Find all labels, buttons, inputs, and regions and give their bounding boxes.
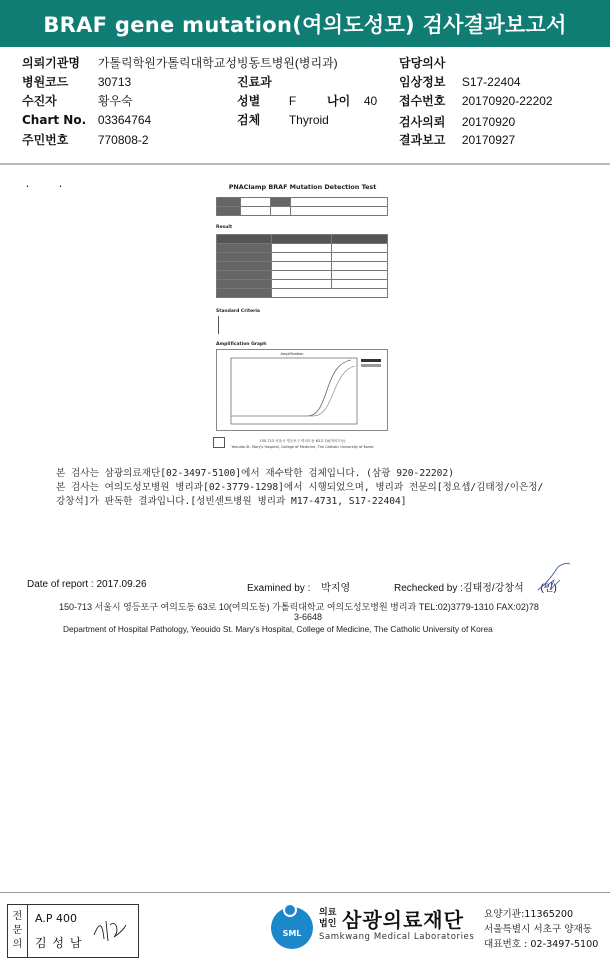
sex-row — [237, 92, 296, 110]
table-cell — [241, 207, 271, 216]
report-row — [399, 131, 515, 149]
request-value: 20170920 — [461, 115, 516, 129]
curve-2 — [231, 366, 355, 416]
rechecked-value: 김태정/강창석 — [462, 583, 524, 594]
id-label: 주민번호 — [22, 133, 69, 147]
embedded-lab-report — [211, 183, 394, 455]
org-phone: 대표번호 : 02-3497-5100 — [484, 939, 599, 950]
standard-heading: Standard Criteria — [216, 309, 260, 314]
legend-swatch — [361, 364, 381, 367]
handwritten-signature — [534, 560, 574, 594]
org-prefix-1: 의료 — [319, 908, 337, 918]
dept-label: 진료과 — [237, 75, 272, 89]
specialist-label — [8, 905, 28, 957]
request-row — [399, 113, 515, 131]
logo-text: SML — [282, 929, 302, 938]
name-value: 황우숙 — [97, 94, 133, 108]
table-cell — [272, 280, 332, 289]
table-cell — [271, 207, 291, 216]
date-value: 2017.09.26 — [96, 579, 147, 590]
age-label: 나이 — [327, 94, 351, 108]
institution-value: 가톨릭학원가톨릭대학교성빙동트병원(병리과) — [97, 56, 338, 70]
examined-value: 박지영 — [321, 583, 351, 594]
address-line-2: 3-6648 — [294, 612, 323, 622]
clinical-value: S17-22404 — [461, 75, 521, 89]
note-line-1: 본 검사는 삼광의료재단[02-3497-5100]에서 재수탁한 검체입니다. (삼광 920-22202) — [56, 468, 454, 479]
amplification-plot — [217, 350, 389, 432]
table-cell — [332, 262, 388, 271]
org-code: 요양기관:11365200 — [484, 909, 574, 920]
specimen-value: Thyroid — [288, 113, 329, 127]
table-cell — [217, 253, 272, 262]
rechecked-by — [394, 579, 557, 594]
table-cell — [291, 198, 388, 207]
seal-mark: (인) — [540, 583, 557, 594]
institution-label: 의뢰기관명 — [22, 56, 80, 70]
note-line-2: 본 검사는 여의도성모병원 병리과[02-3779-1298]에서 시행되었으며, 병리과 전문의[정요셉/김태정/이은정/ — [56, 482, 544, 493]
org-contact — [484, 907, 598, 952]
table-cell — [332, 244, 388, 253]
table-cell — [217, 262, 272, 271]
table-cell — [332, 271, 388, 280]
receipt-value: 20170920-22202 — [461, 94, 553, 108]
divider — [0, 163, 610, 165]
specimen-row — [237, 111, 329, 129]
examined-by — [247, 579, 350, 594]
institution-row — [22, 54, 338, 72]
footer-divider — [0, 892, 610, 893]
embedded-title: PNAClamp BRAF Mutation Detection Test — [228, 183, 377, 191]
chart-label: Chart No. — [22, 113, 87, 127]
pathologist-box — [7, 904, 139, 958]
embedded-footer-line2: Yeouido St. Mary's Hospital, College of Medicine, The Catholic University of Korea — [231, 445, 374, 449]
table-cell — [217, 244, 272, 253]
curve-1 — [231, 360, 351, 416]
name-row — [22, 92, 133, 110]
receipt-label: 접수번호 — [399, 94, 446, 108]
sex-label: 성별 — [237, 94, 261, 108]
org-prefix-2: 법인 — [319, 919, 337, 929]
doctor-row — [399, 54, 445, 72]
table-cell — [272, 244, 332, 253]
table-cell — [272, 235, 332, 244]
table-cell — [217, 289, 272, 298]
table-cell — [272, 253, 332, 262]
code-value: 30713 — [97, 75, 132, 89]
table-cell — [217, 198, 241, 207]
address-line-3: Department of Hospital Pathology, Yeouido St. Mary's Hospital, College of Medicine, The Catholic University of Korea — [63, 624, 493, 634]
report-title: BRAF gene mutation(여의도성모) 검사결과보고서 — [0, 0, 610, 47]
embedded-footer-line1: 150-713 서울시 영등포구 여의도동 63호 10(여의도동) — [259, 439, 346, 443]
amplification-heading: Amplification Graph — [216, 342, 267, 347]
table-cell — [241, 198, 271, 207]
table-cell — [217, 207, 241, 216]
sample-table — [216, 197, 388, 216]
table-cell — [217, 280, 272, 289]
scan-dot: • — [59, 184, 62, 190]
id-row — [22, 131, 149, 149]
examined-label: Examined by : — [247, 583, 311, 594]
table-cell — [332, 253, 388, 262]
org-address: 서울특별시 서초구 양재동 — [484, 924, 593, 935]
sml-logo — [271, 907, 313, 949]
ap-number: A.P 400 — [35, 912, 77, 925]
address-line-1: 150-713 서울시 영등포구 여의도동 63로 10(여의도동) 가톨릭대학교 여의도성모병원 병리과 TEL:02)3779-1310 FAX:02)78 — [59, 602, 539, 612]
scan-dot: • — [26, 184, 29, 190]
standard-text — [218, 316, 378, 334]
table-cell — [291, 207, 388, 216]
pathologist-name: 김 성 남 — [35, 936, 83, 950]
rechecked-label: Rechecked by : — [394, 583, 463, 594]
result-heading: Result — [216, 225, 233, 230]
receipt-row — [399, 92, 553, 110]
result-table — [216, 234, 388, 298]
age-value: 40 — [363, 94, 378, 108]
amplification-chart — [216, 349, 388, 431]
age-row — [327, 92, 377, 110]
date-of-report — [27, 579, 147, 590]
table-cell — [332, 280, 388, 289]
org-name: 삼광의료재단 — [342, 908, 464, 932]
clinical-row — [399, 73, 521, 91]
chart-row — [22, 113, 151, 131]
note-line-3: 강창석]가 판독한 결과입니다.[성빈센트병원 병리과 M17-4731, S17-22404] — [56, 496, 407, 507]
report-value: 20170927 — [461, 133, 516, 147]
id-value: 770808-2 — [97, 133, 149, 147]
clinical-label: 임상정보 — [399, 75, 446, 89]
report-label: 결과보고 — [399, 133, 446, 147]
table-cell — [332, 235, 388, 244]
pathologist-signature — [90, 911, 130, 947]
name-label: 수진자 — [22, 94, 57, 108]
specialist-text: 전문의 — [12, 911, 23, 950]
dept-row — [237, 73, 272, 91]
logo-dot — [283, 903, 297, 917]
legend-swatch — [361, 359, 381, 362]
code-row — [22, 73, 131, 91]
date-label: Date of report : — [27, 579, 97, 590]
doctor-label: 담당의사 — [399, 56, 446, 70]
request-label: 검사의뢰 — [399, 115, 446, 129]
chart-value: 03364764 — [97, 113, 152, 127]
chart-title: Amplification — [280, 352, 304, 356]
table-cell — [217, 271, 272, 280]
table-cell — [271, 198, 291, 207]
org-prefix — [319, 908, 336, 930]
specimen-label: 검체 — [237, 113, 261, 127]
sex-value: F — [288, 94, 297, 108]
table-cell — [217, 235, 272, 244]
org-english: Samkwang Medical Laboratories — [319, 932, 475, 942]
code-label: 병원코드 — [22, 75, 69, 89]
table-cell — [272, 262, 332, 271]
table-cell — [272, 271, 332, 280]
table-cell — [272, 289, 388, 298]
